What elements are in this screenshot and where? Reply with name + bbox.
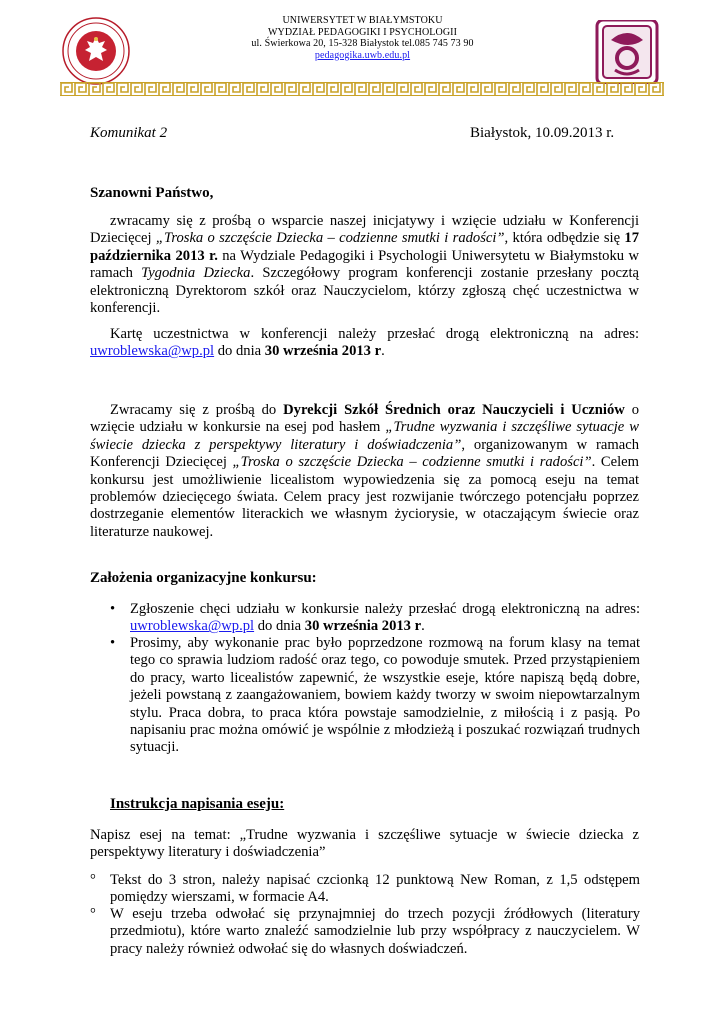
list-item: • Prosimy, aby wykonanie prac było poprzedzone rozmową na forum klasy na temat tego co sprawia ludziom radość oraz tego, co powoduje smutek. Przed przystąpieniem do pracy, warto licealistów zapewnić, że wszystkie eseje, które napiszą będą dobre, jeżeli powstaną z zaangażowaniem, bowiem każdy tworzy w swoim niepowtarzalnym stylu. Praca dobra, to praca która powstaje samodzielnie, z miłością i z pasją. Po napisaniu prac można omówić je wspólnie z młodzieżą i poszukać rozwiązań trudnych sytuacji.: [110, 635, 640, 756]
paragraph-registration: Kartę uczestnictwa w konferencji należy przesłać drogą elektroniczną na adres: uwroblewska@wp.pl do dnia 30 września 2013 r.: [90, 326, 639, 360]
place-date: Białystok, 10.09.2013 r.: [470, 125, 615, 141]
list-item: ° W eseju trzeba odwołać się przynajmniej do trzech pozycji źródłowych (literatury przedmiotu), które warto znaleźć samodzielnie lub przy współpracy z nauczycielem. W pracy należy również odwołać się do własnych doświadczeń.: [90, 906, 640, 957]
circle-bullet-icon: °: [90, 906, 96, 922]
list-item: ° Tekst do 3 stron, należy napisać czcionką 12 punktową New Roman, z 1,5 odstępem pomiędzy wierszami, w formacie A4.: [90, 872, 640, 906]
list-item: • Zgłoszenie chęci udziału w konkursie należy przesłać drogą elektroniczną na adres: uwroblewska@wp.pl do dnia 30 września 2013 r.: [110, 601, 640, 635]
address-line: ul. Świerkowa 20, 15-328 Białystok tel.085 745 73 90: [251, 38, 474, 49]
website-link[interactable]: pedagogika.uwb.edu.pl: [314, 49, 411, 61]
email-link[interactable]: uwroblewska@wp.pl: [90, 343, 215, 360]
university-name: UNIWERSYTET W BIAŁYMSTOKU: [282, 15, 443, 26]
paragraph-invitation: zwracamy się z prośbą o wsparcie naszej inicjatywy i wzięcie udziału w Konferencji Dziecięcej „Troska o szczęście Dziecka – codzienne smutki i radości”, która odbędzie się 17 października 2013 r. na Wydziale Pedagogiki i Psychologii Uniwersytetu w Białymstoku w ramach Tygodnia Dziecka. Szczegółowy program konferencji zostanie przesłany pocztą elektroniczną Dyrektorom szkół oraz Nauczycielom, którzy zgłoszą chęć uczestnictwa w konferencji.: [90, 213, 640, 317]
circle-bullet-icon: °: [90, 872, 96, 888]
faculty-logo: [589, 20, 664, 84]
university-seal-logo: [62, 17, 130, 85]
communique-label: Komunikat 2: [90, 125, 168, 141]
section-title-organization: Założenia organizacyjne konkursu:: [90, 570, 317, 586]
meander-border: [60, 82, 664, 96]
bullet-icon: •: [110, 635, 116, 651]
greeting: Szanowni Państwo,: [90, 185, 214, 201]
email-link[interactable]: uwroblewska@wp.pl: [130, 618, 255, 635]
essay-topic: Napisz esej na temat: „Trudne wyzwania i szczęśliwe sytuacje w świecie dziecka z perspektywy literatury i doświadczenia”: [90, 827, 639, 861]
bullet-icon: •: [110, 601, 116, 617]
faculty-name: WYDZIAŁ PEDAGOGIKI I PSYCHOLOGII: [267, 26, 457, 38]
institution-header: [200, 15, 525, 61]
section-title-instructions: Instrukcja napisania eseju:: [110, 796, 285, 812]
paragraph-contest: Zwracamy się z prośbą do Dyrekcji Szkół Średnich oraz Nauczycieli i Uczniów o wzięcie udziału w konkursie na esej pod hasłem „Trudne wyzwania i szczęśliwe sytuacje w świecie dziecka z perspektywy literatury i doświadczenia”, organizowanym w ramach Konferencji Dziecięcej „Troska o szczęście Dziecka – codzienne smutki i radości”. Celem konkursu jest umożliwienie licealistom wypowiedzenia się za pomocą eseju na temat problemów dziecięcego świata. Celem pracy jest rozwijanie twórczego potencjału poprzez dostrzeganie elementów literackich we własnym życiorysie, w otaczającym świecie oraz literaturze naukowej.: [90, 402, 640, 540]
